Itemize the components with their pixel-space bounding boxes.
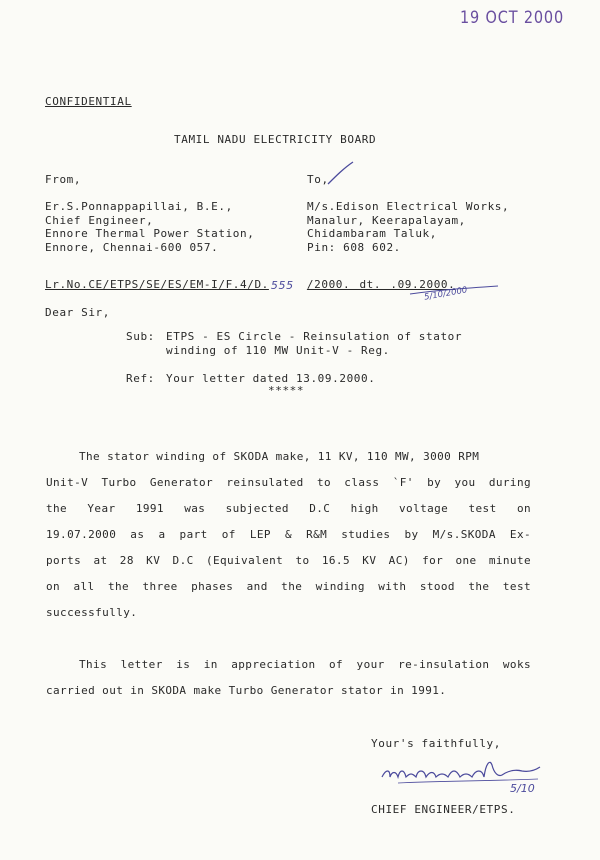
ref-prefix: Lr.No.CE/ETPS/SE/ES/EM-I/F.4/D. — [45, 278, 269, 291]
sender-line: Chief Engineer, — [45, 213, 154, 227]
recipient-line: Pin: 608 602. — [307, 240, 401, 254]
separator-stars: ***** — [268, 384, 305, 397]
reference-label: Ref: — [126, 372, 155, 385]
sender-line: Er.S.Ponnappapillai, B.E., — [45, 200, 233, 213]
salutation: Dear Sir, — [45, 306, 111, 319]
subject-line: ETPS - ES Circle - Reinsulation of stator — [166, 330, 463, 343]
ref-suffix: /2000. dt. .09.2000. — [306, 278, 456, 291]
letter-reference-number — [45, 278, 455, 291]
received-date-stamp: 19 OCT 2000 — [460, 8, 564, 28]
para1-line: The stator winding of SKODA make, 11 KV, 110 MW, 3000 RPM — [79, 450, 480, 463]
subject-text — [166, 330, 462, 358]
para1-line: successfully. — [46, 606, 138, 619]
para1-line: on all the three phases and the winding with stood the test — [46, 580, 531, 593]
closing-phrase: Your's faithfully, — [371, 737, 502, 750]
to-label: To, — [307, 173, 329, 186]
para2-line: carried out in SKODA make Turbo Generator stator in 1991. — [46, 684, 447, 697]
from-label: From, — [45, 173, 82, 186]
handwritten-ref-date: 5/10/2000 — [423, 285, 469, 303]
sender-line: Ennore Thermal Power Station, — [45, 227, 255, 240]
subject-line: winding of 110 MW Unit-V - Reg. — [166, 344, 390, 357]
para1-line: Unit-V Turbo Generator reinsulated to class `F' by you during — [46, 476, 531, 489]
handwritten-underline-stroke — [408, 284, 500, 298]
recipient-line: M/s.Edison Electrical Works, — [307, 200, 510, 213]
recipient-address — [307, 200, 509, 254]
para1-line: the Year 1991 was subjected D.C high voltage test on — [46, 502, 531, 515]
para1-line: 19.07.2000 as a part of LEP & R&M studies by M/s.SKODA Ex- — [46, 528, 531, 541]
para2-line: This letter is in appreciation of your re-insulation woks — [79, 658, 531, 671]
para1-line: ports at 28 KV D.C (Equivalent to 16.5 KV AC) for one minute — [46, 554, 531, 567]
sender-line: Ennore, Chennai-600 057. — [45, 240, 219, 254]
recipient-line: Chidambaram Taluk, — [307, 227, 438, 240]
organization-header: TAMIL NADU ELECTRICITY BOARD — [174, 133, 377, 146]
signature-date: 5/10 — [510, 782, 535, 795]
handwritten-ref-number: 555 — [270, 279, 294, 292]
sender-address — [45, 200, 254, 254]
reference-text: Your letter dated 13.09.2000. — [166, 372, 376, 385]
confidential-label: CONFIDENTIAL — [45, 95, 132, 108]
pen-tick-mark — [326, 160, 356, 186]
designation: CHIEF ENGINEER/ETPS. — [371, 803, 516, 816]
recipient-line: Manalur, Keerapalayam, — [307, 213, 466, 227]
subject-label: Sub: — [126, 330, 155, 343]
